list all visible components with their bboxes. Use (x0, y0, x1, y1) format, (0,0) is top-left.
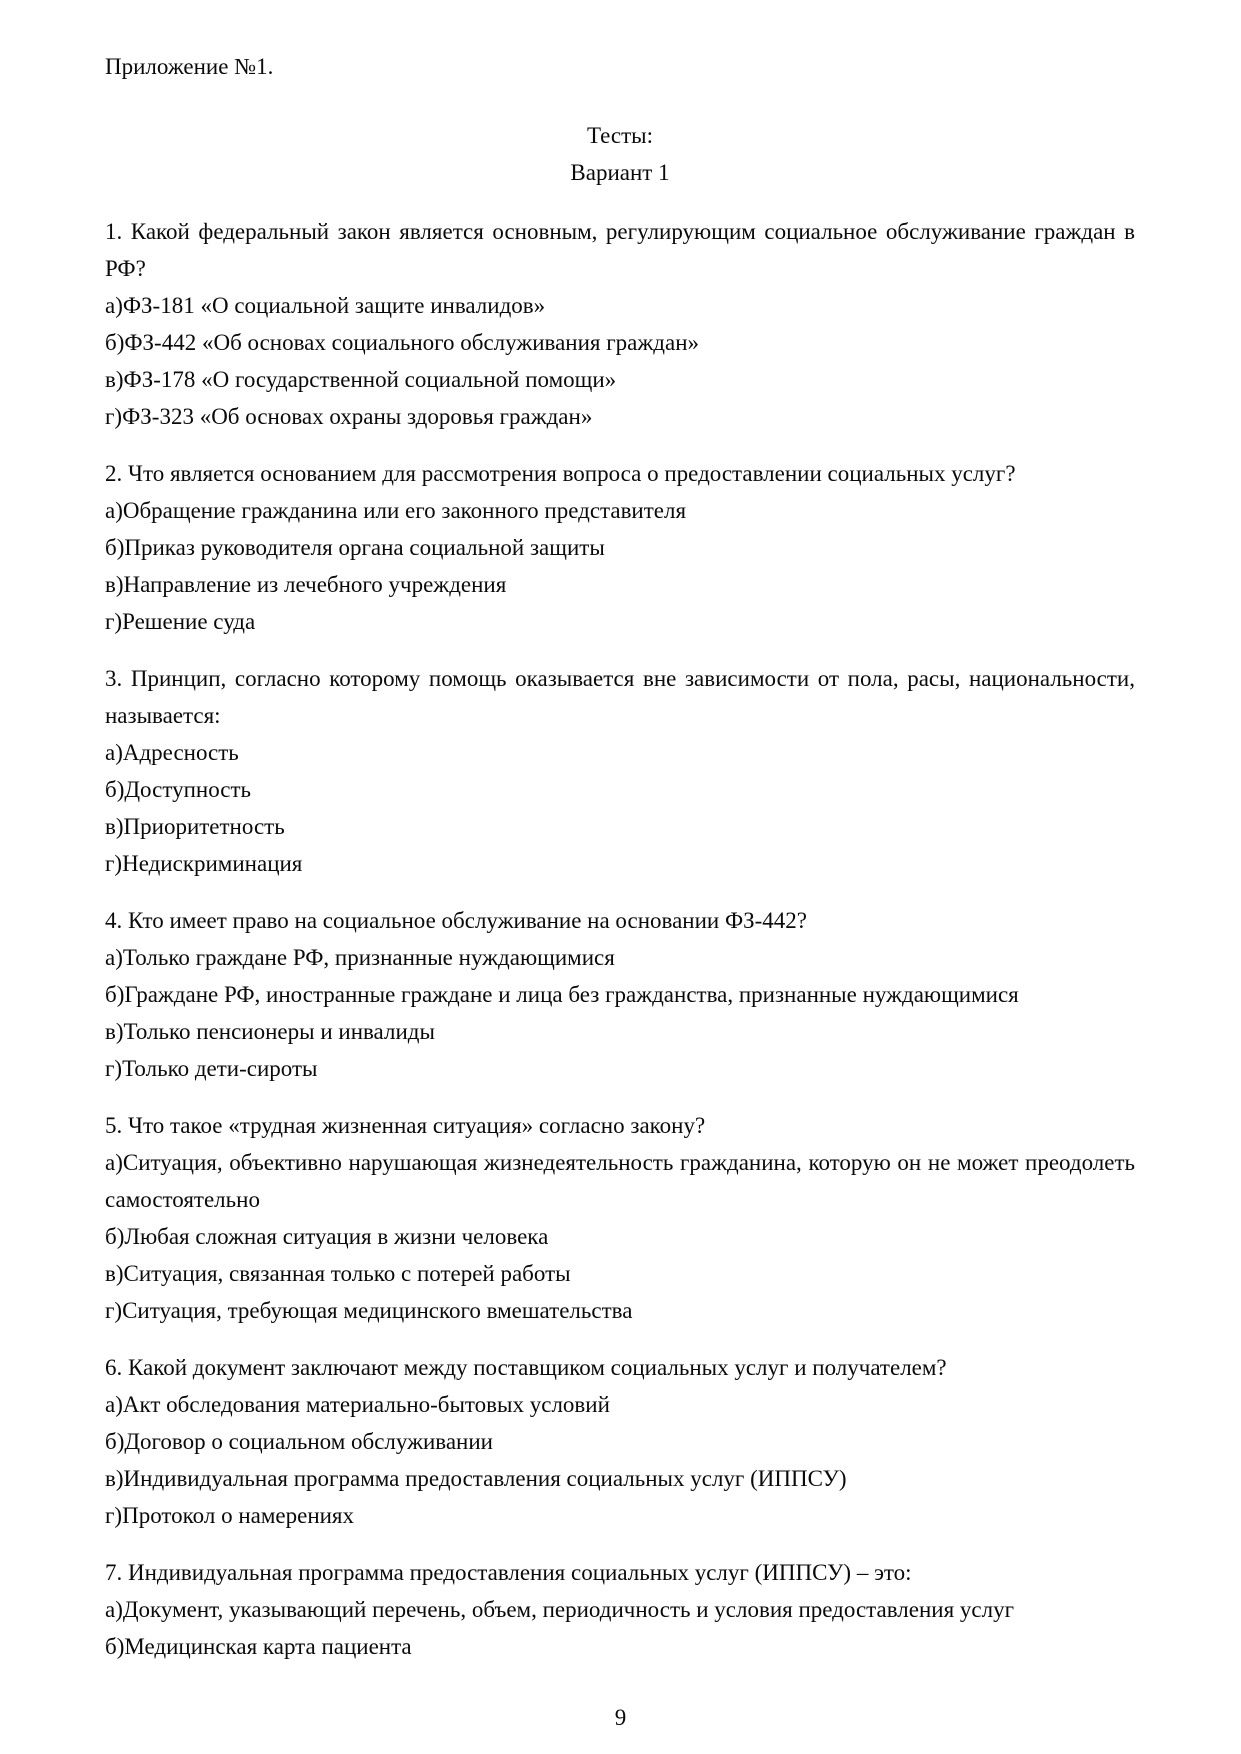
question-3 (105, 660, 1135, 882)
answer-option: в)Приоритетность (105, 814, 285, 839)
answer-option: в)Индивидуальная программа предоставления социальных услуг (ИППСУ) (105, 1466, 847, 1491)
variant-title: Вариант 1 (570, 160, 670, 185)
answer-option: а)Адресность (105, 740, 239, 765)
answer-option: б)Любая сложная ситуация в жизни человека (105, 1224, 549, 1249)
question-1 (105, 213, 1135, 435)
answer-option: в)Только пенсионеры и инвалиды (105, 1019, 435, 1044)
question-4 (105, 902, 1135, 1087)
answer-option: а)Только граждане РФ, признанные нуждающимися (105, 945, 615, 970)
question-text: 2. Что является основанием для рассмотрения вопроса о предоставлении социальных услуг? (105, 461, 1016, 486)
answer-option: г)Только дети-сироты (105, 1056, 318, 1081)
answer-option: а)Ситуация, объективно нарушающая жизнедеятельность гражданина, которую он не может преодолеть самостоятельно (105, 1150, 1135, 1212)
question-text: 7. Индивидуальная программа предоставления социальных услуг (ИППСУ) – это: (105, 1560, 912, 1585)
question-5 (105, 1107, 1135, 1329)
answer-option: г)ФЗ-323 «Об основах охраны здоровья граждан» (105, 404, 593, 429)
question-6 (105, 1349, 1135, 1534)
answer-option: б)ФЗ-442 «Об основах социального обслуживания граждан» (105, 330, 700, 355)
answer-option: б)Доступность (105, 777, 252, 802)
answer-option: б)Договор о социальном обслуживании (105, 1429, 493, 1454)
question-text: 6. Какой документ заключают между поставщиком социальных услуг и получателем? (105, 1355, 947, 1380)
answer-option: а)Документ, указывающий перечень, объем, периодичность и условия предоставления услуг (105, 1597, 1015, 1622)
question-7 (105, 1554, 1135, 1665)
question-text: 5. Что такое «трудная жизненная ситуация» согласно закону? (105, 1113, 706, 1138)
answer-option: б)Медицинская карта пациента (105, 1634, 412, 1659)
answer-option: г)Недискриминация (105, 851, 303, 876)
answer-option: в)ФЗ-178 «О государственной социальной помощи» (105, 367, 617, 392)
question-2 (105, 455, 1135, 640)
answer-option: г)Протокол о намерениях (105, 1503, 355, 1528)
question-text: 1. Какой федеральный закон является основным, регулирующим социальное обслуживание граждан в РФ? (105, 219, 1135, 281)
answer-option: в)Ситуация, связанная только с потерей работы (105, 1261, 571, 1286)
answer-option: а)Акт обследования материально-бытовых условий (105, 1392, 610, 1417)
answer-option: а)Обращение гражданина или его законного представителя (105, 498, 687, 523)
answer-option: г)Ситуация, требующая медицинского вмешательства (105, 1298, 633, 1323)
answer-option: б)Приказ руководителя органа социальной защиты (105, 535, 605, 560)
question-text: 4. Кто имеет право на социальное обслуживание на основании ФЗ-442? (105, 908, 808, 933)
answer-option: в)Направление из лечебного учреждения (105, 572, 507, 597)
tests-title: Тесты: (586, 123, 654, 148)
answer-option: г)Решение суда (105, 609, 256, 634)
annex-label: Приложение №1. (105, 54, 274, 79)
answer-option: б)Граждане РФ, иностранные граждане и лица без гражданства, признанные нуждающимися (105, 982, 1019, 1007)
question-text: 3. Принцип, согласно которому помощь оказывается вне зависимости от пола, расы, национальности, называется: (105, 666, 1135, 728)
page-number: 9 (614, 1705, 627, 1730)
answer-option: а)ФЗ-181 «О социальной защите инвалидов» (105, 293, 546, 318)
